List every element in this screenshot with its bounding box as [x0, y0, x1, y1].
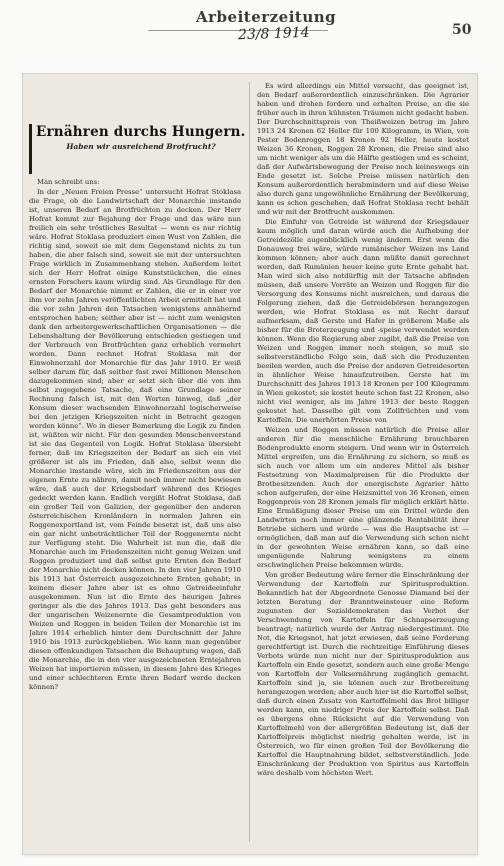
left-column — [29, 178, 241, 838]
right-paragraph: Von großer Bedeutung wäre ferner die Einschränkung der Verwendung der Kartoffeln zur Spiritusproduktion. Bekanntlich hat der Abgeordnete Genosse Diamand bei der letzten Beratung der Branntweinsteuer eine Reform zugunsten der Sozialdemokraten das Verbot der Verschwendung von Kartoffeln für Schnapserzeugung beantragt; natürlich wurde der Antrag niedergestimmt. Die Not, die Kriegsnot, hat jetzt erwiesen, daß seine Forderung gerechtfertigt ist. Durch die rechtzeitige Einführung dieses Verbots würde nun nicht nur der Spiritusproduktion aus Kartoffeln ein Ende gesetzt, sondern auch eine große Menge von Kartoffeln der Volksernährung zugänglich gemacht. Kartoffeln sind ja, sie können auch zur Brotbereitung herangezogen werden; aber auch hier ist die Kartoffel selbst, daß durch einen Zusatz von Kartoffelmehl das Brot billiger werden kann, ein niedriger Preis der Kartoffeln selbst. Daß es übergens ohne Rücksicht auf die Verwendung von Kartoffelmehl von der allergrößten Bedeutung ist, daß der Kartoffelpreis möglichst niedrig gehalten werde, ist in Österreich, wo für einen großen Teil der Bevölkerung die Kartoffel die Hauptnahrung bildet, selbstverständlich. Jede Einschränkung der Produktion von Spiritus aus Kartoffeln wäre deshalb vom höchsten Wert. — [257, 571, 469, 777]
column-divider — [249, 82, 250, 842]
right-column — [257, 82, 469, 846]
masthead-title: Arbeiterzeitung — [196, 8, 337, 26]
article-headline: Ernähren durchs Hungern. — [36, 124, 246, 140]
masthead — [0, 6, 504, 44]
left-paragraph: In der „Neuen Freien Presse“ untersucht Hofrat Stoklasa die Frage, ob die Landwirtschaft der Monarchie imstande ist, unseren Bedarf an Brotfrüchten zu decken. Der Herr Hofrat kommt zur Bejahung der Frage und das wäre nun freilich ein sehr tröstliches Resultat — wenn es nur richtig wäre. Hofrat Stoklasa produziert einen Wust von Zahlen, die richtig sind, soweit sie mit dem Gegenstand nichts zu tun haben, die aber falsch sind, soweit sie mit der untersuchten Frage wirklich in Zusammenhang stehen. Außerdem leitet sich der Herr Hofrat einige Kunststückchen, die eines ernsten Forschers kaum würdig sind. Als Grundlage für den Bedarf der Monarchie nimmt er Zahlen, die er in einer vor ihm vor zehn Jahren veröffentlichten Arbeit ermittelt hat und die vor zehn Jahren den Tatsachen wenigstens annähernd entsprochen haben; seither aber ist — nicht zum wenigsten dank den arbeitergewerkschaftlichen Organisationen — die Lebenshaltung der Bevölkerung entschieden gestiegen und der Verbrauch von Brotfrüchten ganz erheblich vermehrt worden. Dann rechnet Hofrat Stoklasa mit der Einwohnerzahl der Monarchie für das Jahr 1910. Er weiß selber darum für, daß seither fast zwei Millionen Menschen dazugekommen sind; aber er setzt sich über die von ihm selbst zugegebene Tatsache, daß eine Grundlage seiner Rechnung falsch ist, mit den Worten hinweg, daß „der Konsum dieser wachsenden Einwohnerzahl logischerweise bei den jetzigen Kriegszeiten nicht in Betracht gezogen werden könne“. Wo in dieser Bemerkung die Logik zu finden ist, wüßten wir nicht. Für den gesunden Menschenverstand ist sie das Gegenteil von Logik. Hofrat Stoklasa übersieht ferner, daß im Kriegszeiten der Bedarf an sich ein viel größerer ist als im Frieden, daß also, selbst wenn die Monarchie imstande wäre, sich im Friedenszeiten aus der eigenen Ernte zu nähren, damit noch immer nicht bewiesen wäre, daß auch der Kriegsbedarf während des Krieges gedeckt werden kann. Endlich vergißt Hofrat Stoklasa, daß ein großer Teil von Galizien, der gegenüber den anderen österreichischen Kronländern in normalen Jahren ein Roggenexportland ist, vom Feinde besetzt ist, daß uns also ein gar nicht unbeträchtlicher Teil der Roggenernte nicht zur Verfügung steht. Die Wahrheit ist nun die, daß die Monarchie auch im Friedenszeiten nicht genug Weizen und Roggen produziert und daß selbst gute Ernten den Bedarf der Monarchie nicht decken können. In den vier Jahren 1910 bis 1913 hat Österreich ausgezeichnete Ernten gehabt; in keinem dieser Jahre aber ist es ohne Getreideeinfuhr ausgekommen. Nun ist die Ernte des heurigen Jahres geringer als die des Jahres 1913. Das geht besonders aus der ungarischen Weizenernte die Gesamtproduktion von Weizen und Roggen in beiden Teilen der Monarchie ist im Jahre 1914 erheblich hinter dem Durchschnitt der Jahre 1910 bis 1913 zurückgeblieben. Wie kann man gegenüber diesen offenkundigen Tatsachen die Behauptung wagen, daß die Monarchie, die in den vier ausgezeichneten Erntejahren Weizen hat importieren müssen, in diesem Jahre des Krieges und einer schlechteren Ernte ihren Bedarf werde decken können? — [29, 188, 241, 691]
right-paragraph: Die Einfuhr von Getreide ist während der Kriegsdauer kaum möglich und daran würde auch die Aufhebung der Getreidezölle augenblicklich wenig ändern. Erst wenn die Donauweg frei wäre, würde rumänischer Weizen ins Land kommen können; aber auch dann müßte damit gerechnet werden, daß Rumänien heuer keine gute Ernte gehabt hat. Man wird sich also notdürftig mit der Tatsache abfinden müssen, daß unsere Vorräte an Weizen und Roggen für die Versorgung des Konsums nicht ausreichen, und daraus die Folgerung ziehen, daß die Getreidebörsen herangezogen werden, wie Hofrat Stoklasa es mit Recht darauf aufmerksam, daß Gerste und Hafer in größerem Maße als bisher für die Broterzeugung und -speise verwendet werden können. Wenn die Regierung aber zugibt, daß die Preise von Weizen und Roggen immer noch steigen, so muß sie selbstverständliche Folge sein, daß sich die Produzenten beeilen werden, auch die Preise der anderen Getreidesorten in ähnlicher Weise hinaufzutreiben. Gerste hat im Durchschnitt des Jahres 1913 18 Kronen per 100 Kilogramm in Wien gekostet; sie kostet heute schon fast 22 Kronen, also nicht viel weniger, als im Jahre 1913 der beste Roggen gekostet hat. Dasselbe gilt vom Zollfrüchten und vom Kartoffeln. Die unerhörten Preise von — [257, 218, 469, 424]
right-paragraph: Es wird allerdings ein Mittel versucht, das geeignet ist, den Bedarf außerordentlich einzuschränken. Die Agrarier haben und drohen fordern und erhalten Preise, an die sie früher auch in ihren kühnsten Träumen nicht gedacht haben. Der Durchschnittspreis von Theißweizen betrug im Jahre 1913 24 Kronen 62 Heller für 100 Kilogramm, in Wien, von Pester Bodenroggen 18 Kronen 92 Heller, heute kostet Weizen 36 Kronen, Roggen 28 Kronen, die Preise sind also um nicht weniger als um die Hälfte gestiegen und es scheint, daß der Aufwärtsbewegung der Preise noch keineswegs ein Ende gesetzt ist. Solche Preise müssen natürlich den Konsum außerordentlich herabmindern und auf diese Weise also durch ganz ungewöhnliche Ernährung der Bevölkerung, kann es schon geschehen, daß Hofrat Stoklasa recht behält und wir mit der Brotfrucht auskommen. — [257, 82, 469, 216]
page-number: 50 — [452, 22, 472, 38]
handwritten-date: 23/8 1914 — [237, 24, 310, 44]
headline-box — [29, 124, 246, 174]
left-paragraph: Man schreibt uns: — [37, 178, 100, 186]
right-paragraph: Weizen und Roggen müssen natürlich die Preise aller anderen für die menschliche Ernährung brauchbaren Bodenprodukte enorm steigern. Und wenn wir in Österreich Mittel ergreifen, um die Ernährung zu sichern, so muß es sich auch vor allem um ein anderes Mittel als bisher Festsetzung von Maximalpreisen für die Produkte der Brotbesitzenden. Auch der energischste Agrarier hätte schon aufgerufen, der eine Heizsmittel von 36 Kronen, einen Roggenpreis von 28 Kronen jemals für möglich erklärt hätte. Eine Ermäßigung dieser Preise um ein Drittel würde den Landwirten noch immer eine glänzende Rentabilität ihrer Betriebe sichern und würde — was die Hauptsache ist — ermöglichen, daß man auf die Verwendung sich schon nicht in der gewohnten Weise ernähren kann, so daß eine ungenügende Nahrung wenigstens zu einem erschwinglichen Preise bekommen würde. — [257, 426, 469, 569]
newspaper-clipping — [23, 74, 477, 854]
article-subheadline: Haben wir ausreichend Brotfrucht? — [66, 142, 216, 151]
